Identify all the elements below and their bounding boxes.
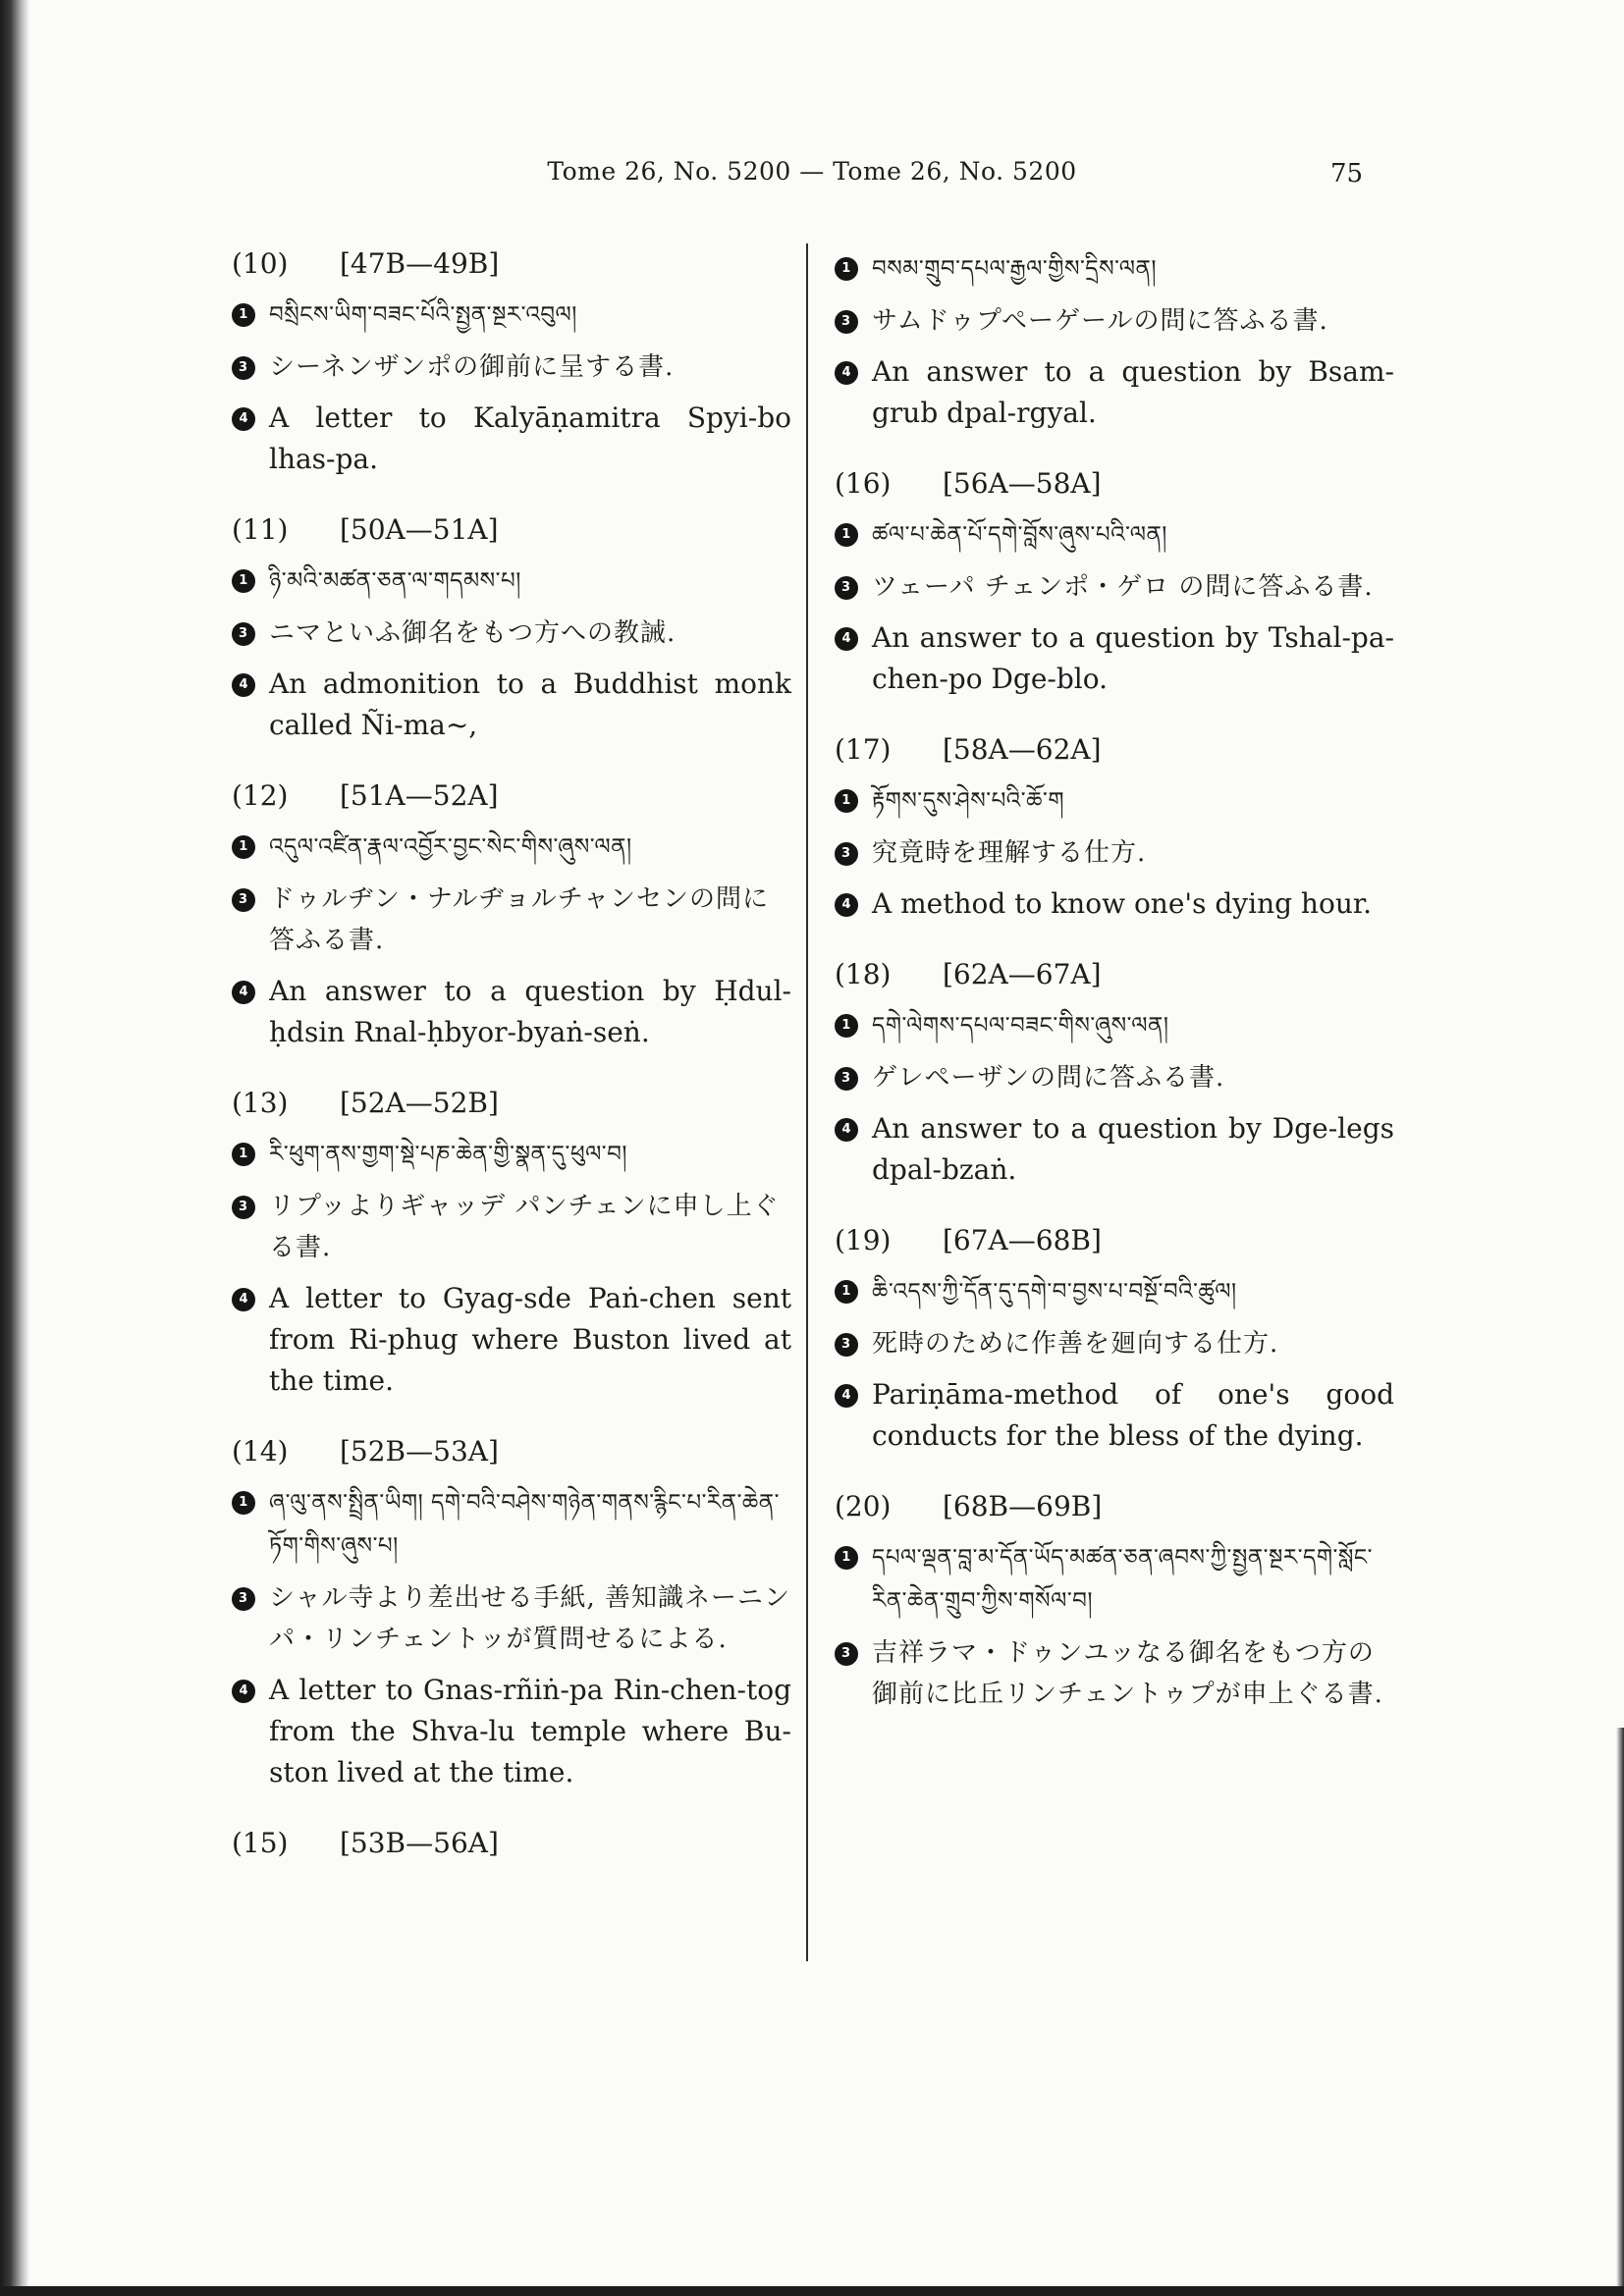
catalog-entry [232, 1087, 791, 1402]
folio-range: [47B—49B] [340, 247, 500, 280]
line-text: An answer to a question by Tshal-pa-chen-po Dge-blo. [872, 621, 1394, 695]
tibetan-title [232, 1133, 791, 1176]
circled-number-icon: 1 [232, 303, 255, 327]
entry-number: (15) [232, 1827, 289, 1859]
entry-number: (18) [835, 958, 892, 990]
line-text: シーネンザンポの御前に呈する書. [269, 352, 675, 382]
catalog-entry [835, 958, 1394, 1191]
circled-number-icon: 3 [835, 1333, 858, 1357]
line-text: 究竟時を理解する仕方. [872, 838, 1147, 868]
entry-number: (16) [835, 467, 892, 500]
english-translation [835, 883, 1394, 925]
circled-number-icon: 1 [835, 1546, 858, 1570]
line-text: A letter to Gyag-sde Paṅ-chen sent from Ri-phug where Buston lived at the time. [269, 1282, 791, 1397]
line-text: Pariṇāma-method of one's good conducts for the bless of the dying. [872, 1378, 1394, 1452]
tibetan-title [835, 513, 1394, 557]
circled-number-icon: 1 [232, 569, 255, 593]
line-text: A method to know one's dying hour. [872, 887, 1373, 920]
japanese-translation [835, 1632, 1394, 1715]
circled-number-icon: 3 [232, 1587, 255, 1611]
folio-range: [51A—52A] [340, 779, 499, 812]
circled-number-icon: 1 [835, 789, 858, 813]
entry-heading [232, 513, 791, 546]
entry-heading [232, 1827, 791, 1859]
circled-number-icon: 4 [232, 1680, 255, 1703]
circled-number-icon: 4 [835, 627, 858, 651]
folio-range: [56A—58A] [943, 467, 1102, 500]
folio-range: [68B—69B] [943, 1490, 1103, 1522]
catalog-entry [232, 1827, 791, 1859]
folio-range: [53B—56A] [340, 1827, 499, 1859]
circled-number-icon: 3 [835, 1642, 858, 1666]
japanese-translation [232, 613, 791, 654]
column-divider [806, 243, 808, 1961]
circled-number-icon: 1 [232, 835, 255, 859]
japanese-translation [835, 1323, 1394, 1364]
tibetan-title [835, 247, 1394, 291]
line-text: A letter to Kalyāṇamitra Spyi-bo lhas-pa. [269, 401, 791, 475]
folio-range: [52A—52B] [340, 1087, 499, 1119]
line-text: རི་ཕུག་ནས་གྱག་སྡེ་པཎ་ཆེན་གྱི་སྣན་དུ་ཕུལ་བ། [269, 1142, 627, 1167]
entry-heading [835, 467, 1394, 500]
circled-number-icon: 1 [835, 523, 858, 547]
entry-number: (11) [232, 513, 289, 546]
line-text: འདུལ་འཛིན་རྣལ་འབྱོར་བྱང་སེང་གིས་ཞུས་ལན། [269, 834, 632, 860]
circled-number-icon: 3 [232, 622, 255, 646]
entry-number: (13) [232, 1087, 289, 1119]
circled-number-icon: 4 [835, 1118, 858, 1142]
japanese-translation [835, 300, 1394, 342]
entry-heading [232, 1087, 791, 1119]
circled-number-icon: 3 [835, 1067, 858, 1091]
english-translation [232, 398, 791, 480]
entry-number: (10) [232, 247, 289, 280]
scan-edge-right [1616, 1728, 1624, 2296]
line-text: ཞ་ལུ་ནས་སྤྲིན་ཡིག། དགེ་བའི་བཤེས་གཉེན་གནས་རྙིང་པ་རིན་ཆེན་ཏོག་གིས་ཞུས་པ། [269, 1490, 780, 1559]
english-translation [232, 1278, 791, 1402]
line-text: An answer to a question by Bsam-grub dpal-rgyal. [872, 355, 1394, 429]
entry-number: (12) [232, 779, 289, 812]
line-text: ドゥルヂン・ナルヂョルチャンセンの問に答ふる書. [269, 884, 769, 955]
japanese-translation [232, 1577, 791, 1660]
catalog-entry [835, 1224, 1394, 1457]
folio-range: [50A—51A] [340, 513, 499, 546]
folio-range: [67A—68B] [943, 1224, 1102, 1256]
catalog-entry [232, 247, 791, 480]
line-text: དཔལ་ལྡན་བླ་མ་དོན་ཡོད་མཚན་ཅན་ཞབས་ཀྱི་སྤྱན་སྔར་དགེ་སློང་རིན་ཆེན་གྲུབ་ཀྱིས་གསོལ་བ། [872, 1545, 1374, 1614]
japanese-translation [835, 1057, 1394, 1098]
line-text: リプッよりギャッデ パンチェンに申し上ぐる書. [269, 1192, 780, 1262]
japanese-translation [232, 347, 791, 388]
line-text: བསམ་གྲུབ་དཔལ་རྒྱལ་གྱིས་དྲིས་ལན། [872, 256, 1157, 282]
catalog-entry [835, 467, 1394, 700]
entry-number: (19) [835, 1224, 892, 1256]
entry-heading [232, 779, 791, 812]
left-column [232, 247, 791, 1893]
circled-number-icon: 4 [835, 893, 858, 917]
circled-number-icon: 3 [232, 888, 255, 912]
english-translation [835, 1108, 1394, 1191]
circled-number-icon: 4 [835, 1384, 858, 1408]
circled-number-icon: 3 [835, 576, 858, 600]
circled-number-icon: 1 [232, 1491, 255, 1515]
line-text: A letter to Gnas-rñiṅ-pa Rin-chen-tog from the Shva-lu temple where Bu-ston lived at the time. [269, 1674, 791, 1789]
english-translation [835, 617, 1394, 700]
circled-number-icon: 1 [232, 1143, 255, 1166]
circled-number-icon: 4 [232, 981, 255, 1004]
folio-range: [62A—67A] [943, 958, 1102, 990]
japanese-translation [835, 566, 1394, 608]
entry-heading [232, 247, 791, 280]
line-text: シャル寺より差出せる手紙, 善知識ネーニンパ・リンチェントッが質問せるによる. [269, 1583, 791, 1654]
catalog-entry [835, 1490, 1394, 1715]
tibetan-title [232, 1481, 791, 1568]
circled-number-icon: 4 [232, 1288, 255, 1311]
tibetan-title [835, 1536, 1394, 1623]
english-translation [232, 971, 791, 1053]
running-header: Tome 26, No. 5200 — Tome 26, No. 5200 [547, 157, 1077, 186]
tibetan-title [835, 1270, 1394, 1313]
catalog-entry [835, 247, 1394, 434]
line-text: An answer to a question by Ḥdul-ḥdsin Rnal-ḥbyor-byaṅ-seṅ. [269, 975, 791, 1048]
entry-number: (14) [232, 1435, 289, 1468]
circled-number-icon: 4 [835, 361, 858, 385]
line-text: ニマといふ御名をもつ方への教誡. [269, 618, 677, 648]
catalog-entry [232, 1435, 791, 1793]
english-translation [835, 1374, 1394, 1457]
entry-heading [835, 733, 1394, 766]
line-text: ཆི་འདས་ཀྱི་དོན་དུ་དགེ་བ་བྱས་པ་བསྔོ་བའི་ཚུལ། [872, 1279, 1237, 1305]
line-text: རྟོགས་དུས་ཤེས་པའི་ཆོ་ག [872, 788, 1065, 814]
catalog-entry [232, 779, 791, 1053]
line-text: An admonition to a Buddhist monk called Ñi-ma~, [269, 667, 791, 741]
circled-number-icon: 3 [835, 310, 858, 334]
line-text: サムドゥプペーゲールの問に答ふる書. [872, 306, 1328, 336]
folio-range: [52B—53A] [340, 1435, 499, 1468]
entry-heading [232, 1435, 791, 1468]
tibetan-title [835, 1004, 1394, 1047]
english-translation [835, 351, 1394, 434]
entry-number: (17) [835, 733, 892, 766]
folio-range: [58A—62A] [943, 733, 1102, 766]
page-number: 75 [1330, 159, 1364, 188]
tibetan-title [232, 294, 791, 337]
scan-edge-left [0, 0, 29, 2296]
japanese-translation [232, 1186, 791, 1268]
english-translation [232, 1670, 791, 1793]
circled-number-icon: 1 [835, 1014, 858, 1038]
japanese-translation [232, 879, 791, 961]
japanese-translation [835, 832, 1394, 874]
tibetan-title [835, 779, 1394, 823]
catalog-entry [232, 513, 791, 746]
line-text: ཉི་མའི་མཚན་ཅན་ལ་གདམས་པ། [269, 568, 521, 594]
english-translation [232, 664, 791, 746]
line-text: 吉祥ラマ・ドゥンユッなる御名をもつ方の御前に比丘リンチェントゥプが申上ぐる書. [872, 1638, 1383, 1709]
tibetan-title [232, 826, 791, 869]
scan-edge-bottom [0, 2286, 1624, 2296]
circled-number-icon: 3 [232, 1196, 255, 1219]
entry-heading [835, 1490, 1394, 1522]
entry-heading [835, 1224, 1394, 1256]
circled-number-icon: 1 [835, 1280, 858, 1304]
circled-number-icon: 3 [232, 356, 255, 380]
circled-number-icon: 3 [835, 842, 858, 866]
circled-number-icon: 1 [835, 257, 858, 281]
entry-number: (20) [835, 1490, 892, 1522]
line-text: An answer to a question by Dge-legs dpal-bzaṅ. [872, 1112, 1394, 1186]
line-text: ゲレペーザンの問に答ふる書. [872, 1063, 1225, 1093]
tibetan-title [232, 560, 791, 603]
circled-number-icon: 4 [232, 673, 255, 697]
line-text: ツェーパ チェンポ・ゲロ の問に答ふる書. [872, 572, 1374, 602]
catalog-entry [835, 733, 1394, 925]
circled-number-icon: 4 [232, 407, 255, 431]
line-text: 死時のために作善を廻向する仕方. [872, 1329, 1279, 1359]
right-column [835, 247, 1394, 1748]
line-text: དགེ་ལེགས་དཔལ་བཟང་གིས་ཞུས་ལན། [872, 1013, 1169, 1039]
line-text: ཚལ་པ་ཆེན་པོ་དགེ་བློས་ཞུས་པའི་ལན། [872, 522, 1167, 548]
line-text: བསྲིངས་ཡིག་བཟང་པོའི་སྤྱན་སྔར་འབུལ། [269, 302, 577, 328]
entry-heading [835, 958, 1394, 990]
